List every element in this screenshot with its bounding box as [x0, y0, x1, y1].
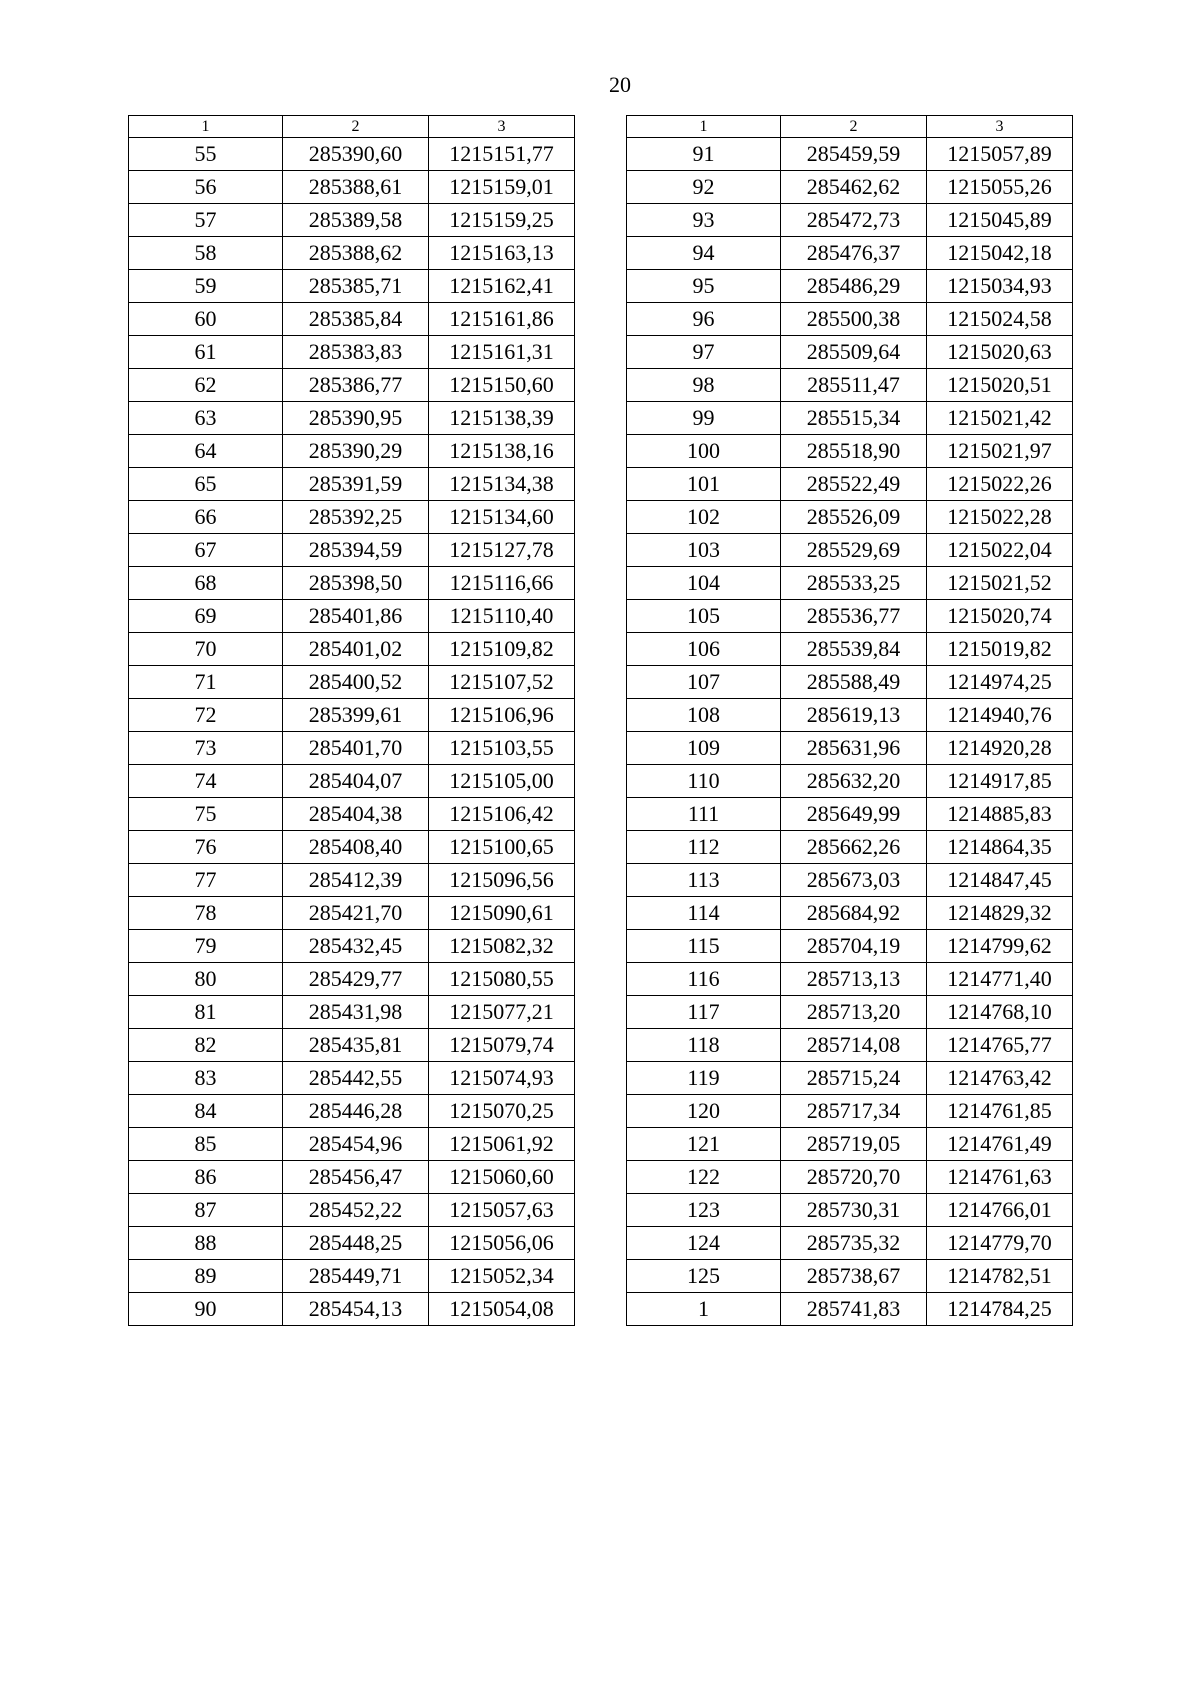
x-coordinate-cell: 285714,08 — [781, 1029, 927, 1062]
y-coordinate-cell: 1215020,63 — [927, 336, 1073, 369]
point-number-cell: 85 — [129, 1128, 283, 1161]
point-number-cell: 104 — [627, 567, 781, 600]
point-number-cell: 81 — [129, 996, 283, 1029]
table-row — [129, 831, 575, 864]
y-coordinate-cell: 1215090,61 — [429, 897, 575, 930]
x-coordinate-cell: 285588,49 — [781, 666, 927, 699]
point-number-cell: 106 — [627, 633, 781, 666]
point-number-cell: 87 — [129, 1194, 283, 1227]
table-row — [627, 897, 1073, 930]
table-row — [627, 303, 1073, 336]
y-coordinate-cell: 1214766,01 — [927, 1194, 1073, 1227]
point-number-cell: 110 — [627, 765, 781, 798]
table-row — [627, 468, 1073, 501]
x-coordinate-cell: 285401,70 — [283, 732, 429, 765]
y-coordinate-cell: 1215057,89 — [927, 138, 1073, 171]
point-number-cell: 69 — [129, 600, 283, 633]
x-coordinate-cell: 285741,83 — [781, 1293, 927, 1326]
point-number-cell: 79 — [129, 930, 283, 963]
column-header-2: 2 — [283, 116, 429, 138]
table-row — [129, 633, 575, 666]
x-coordinate-cell: 285715,24 — [781, 1062, 927, 1095]
point-number-cell: 107 — [627, 666, 781, 699]
table-row — [627, 270, 1073, 303]
table-row — [627, 732, 1073, 765]
y-coordinate-cell: 1214940,76 — [927, 699, 1073, 732]
header-row — [129, 116, 575, 138]
table-row — [627, 1293, 1073, 1326]
y-coordinate-cell: 1215150,60 — [429, 369, 575, 402]
x-coordinate-cell: 285529,69 — [781, 534, 927, 567]
x-coordinate-cell: 285386,77 — [283, 369, 429, 402]
coordinates-table-right — [626, 115, 1073, 1326]
x-coordinate-cell: 285421,70 — [283, 897, 429, 930]
point-number-cell: 89 — [129, 1260, 283, 1293]
table-row — [627, 600, 1073, 633]
y-coordinate-cell: 1214761,63 — [927, 1161, 1073, 1194]
y-coordinate-cell: 1215151,77 — [429, 138, 575, 171]
y-coordinate-cell: 1215021,97 — [927, 435, 1073, 468]
table-row — [627, 237, 1073, 270]
table-row — [627, 336, 1073, 369]
point-number-cell: 119 — [627, 1062, 781, 1095]
x-coordinate-cell: 285391,59 — [283, 468, 429, 501]
table-row — [627, 534, 1073, 567]
point-number-cell: 92 — [627, 171, 781, 204]
x-coordinate-cell: 285448,25 — [283, 1227, 429, 1260]
table-row — [129, 1029, 575, 1062]
table-row — [129, 501, 575, 534]
x-coordinate-cell: 285400,52 — [283, 666, 429, 699]
y-coordinate-cell: 1214771,40 — [927, 963, 1073, 996]
y-coordinate-cell: 1215107,52 — [429, 666, 575, 699]
x-coordinate-cell: 285408,40 — [283, 831, 429, 864]
table-row — [129, 1095, 575, 1128]
y-coordinate-cell: 1214784,25 — [927, 1293, 1073, 1326]
x-coordinate-cell: 285399,61 — [283, 699, 429, 732]
x-coordinate-cell: 285383,83 — [283, 336, 429, 369]
y-coordinate-cell: 1215162,41 — [429, 270, 575, 303]
point-number-cell: 66 — [129, 501, 283, 534]
x-coordinate-cell: 285462,62 — [781, 171, 927, 204]
table-row — [627, 1029, 1073, 1062]
table-row — [129, 435, 575, 468]
table-row — [627, 831, 1073, 864]
column-header-3: 3 — [429, 116, 575, 138]
x-coordinate-cell: 285632,20 — [781, 765, 927, 798]
header-row — [627, 116, 1073, 138]
table-row — [129, 171, 575, 204]
table-row — [129, 204, 575, 237]
point-number-cell: 103 — [627, 534, 781, 567]
table-row — [627, 699, 1073, 732]
x-coordinate-cell: 285515,34 — [781, 402, 927, 435]
point-number-cell: 125 — [627, 1260, 781, 1293]
y-coordinate-cell: 1214864,35 — [927, 831, 1073, 864]
table-row — [627, 765, 1073, 798]
x-coordinate-cell: 285522,49 — [781, 468, 927, 501]
y-coordinate-cell: 1215110,40 — [429, 600, 575, 633]
y-coordinate-cell: 1215057,63 — [429, 1194, 575, 1227]
point-number-cell: 77 — [129, 864, 283, 897]
point-number-cell: 78 — [129, 897, 283, 930]
y-coordinate-cell: 1215056,06 — [429, 1227, 575, 1260]
y-coordinate-cell: 1215021,42 — [927, 402, 1073, 435]
point-number-cell: 108 — [627, 699, 781, 732]
x-coordinate-cell: 285533,25 — [781, 567, 927, 600]
x-coordinate-cell: 285404,38 — [283, 798, 429, 831]
y-coordinate-cell: 1215163,13 — [429, 237, 575, 270]
table-row — [627, 1194, 1073, 1227]
table-row — [129, 930, 575, 963]
y-coordinate-cell: 1214768,10 — [927, 996, 1073, 1029]
point-number-cell: 97 — [627, 336, 781, 369]
point-number-cell: 109 — [627, 732, 781, 765]
y-coordinate-cell: 1215161,31 — [429, 336, 575, 369]
x-coordinate-cell: 285717,34 — [781, 1095, 927, 1128]
table-row — [129, 1260, 575, 1293]
point-number-cell: 94 — [627, 237, 781, 270]
point-number-cell: 80 — [129, 963, 283, 996]
column-header-3: 3 — [927, 116, 1073, 138]
y-coordinate-cell: 1215055,26 — [927, 171, 1073, 204]
point-number-cell: 101 — [627, 468, 781, 501]
x-coordinate-cell: 285662,26 — [781, 831, 927, 864]
x-coordinate-cell: 285454,13 — [283, 1293, 429, 1326]
column-header-1: 1 — [627, 116, 781, 138]
table-row — [129, 1128, 575, 1161]
y-coordinate-cell: 1215161,86 — [429, 303, 575, 336]
table-row — [627, 1260, 1073, 1293]
y-coordinate-cell: 1214974,25 — [927, 666, 1073, 699]
table-row — [129, 1062, 575, 1095]
point-number-cell: 91 — [627, 138, 781, 171]
point-number-cell: 64 — [129, 435, 283, 468]
table-row — [129, 402, 575, 435]
table-row — [129, 699, 575, 732]
point-number-cell: 111 — [627, 798, 781, 831]
x-coordinate-cell: 285446,28 — [283, 1095, 429, 1128]
x-coordinate-cell: 285704,19 — [781, 930, 927, 963]
point-number-cell: 112 — [627, 831, 781, 864]
y-coordinate-cell: 1214917,85 — [927, 765, 1073, 798]
x-coordinate-cell: 285631,96 — [781, 732, 927, 765]
y-coordinate-cell: 1215134,38 — [429, 468, 575, 501]
y-coordinate-cell: 1215060,60 — [429, 1161, 575, 1194]
x-coordinate-cell: 285435,81 — [283, 1029, 429, 1062]
x-coordinate-cell: 285476,37 — [781, 237, 927, 270]
point-number-cell: 1 — [627, 1293, 781, 1326]
table-row — [627, 930, 1073, 963]
column-header-2: 2 — [781, 116, 927, 138]
coordinates-table-left — [128, 115, 575, 1326]
point-number-cell: 56 — [129, 171, 283, 204]
point-number-cell: 74 — [129, 765, 283, 798]
point-number-cell: 60 — [129, 303, 283, 336]
point-number-cell: 59 — [129, 270, 283, 303]
point-number-cell: 93 — [627, 204, 781, 237]
point-number-cell: 114 — [627, 897, 781, 930]
y-coordinate-cell: 1215106,96 — [429, 699, 575, 732]
table-row — [129, 468, 575, 501]
point-number-cell: 76 — [129, 831, 283, 864]
point-number-cell: 102 — [627, 501, 781, 534]
y-coordinate-cell: 1215159,01 — [429, 171, 575, 204]
y-coordinate-cell: 1215082,32 — [429, 930, 575, 963]
table-row — [129, 1161, 575, 1194]
x-coordinate-cell: 285449,71 — [283, 1260, 429, 1293]
point-number-cell: 90 — [129, 1293, 283, 1326]
y-coordinate-cell: 1215022,04 — [927, 534, 1073, 567]
x-coordinate-cell: 285719,05 — [781, 1128, 927, 1161]
x-coordinate-cell: 285390,60 — [283, 138, 429, 171]
table-row — [129, 1227, 575, 1260]
y-coordinate-cell: 1214779,70 — [927, 1227, 1073, 1260]
point-number-cell: 84 — [129, 1095, 283, 1128]
point-number-cell: 83 — [129, 1062, 283, 1095]
point-number-cell: 73 — [129, 732, 283, 765]
table-row — [129, 270, 575, 303]
x-coordinate-cell: 285539,84 — [781, 633, 927, 666]
table-row — [627, 435, 1073, 468]
table-row — [129, 1293, 575, 1326]
table-row — [129, 336, 575, 369]
point-number-cell: 68 — [129, 567, 283, 600]
point-number-cell: 88 — [129, 1227, 283, 1260]
point-number-cell: 71 — [129, 666, 283, 699]
y-coordinate-cell: 1215080,55 — [429, 963, 575, 996]
table-row — [129, 237, 575, 270]
y-coordinate-cell: 1214763,42 — [927, 1062, 1073, 1095]
y-coordinate-cell: 1215106,42 — [429, 798, 575, 831]
x-coordinate-cell: 285673,03 — [781, 864, 927, 897]
y-coordinate-cell: 1215116,66 — [429, 567, 575, 600]
x-coordinate-cell: 285404,07 — [283, 765, 429, 798]
y-coordinate-cell: 1214761,85 — [927, 1095, 1073, 1128]
table-row — [627, 1161, 1073, 1194]
y-coordinate-cell: 1215024,58 — [927, 303, 1073, 336]
x-coordinate-cell: 285385,71 — [283, 270, 429, 303]
x-coordinate-cell: 285442,55 — [283, 1062, 429, 1095]
y-coordinate-cell: 1215020,51 — [927, 369, 1073, 402]
y-coordinate-cell: 1215019,82 — [927, 633, 1073, 666]
x-coordinate-cell: 285429,77 — [283, 963, 429, 996]
y-coordinate-cell: 1215045,89 — [927, 204, 1073, 237]
x-coordinate-cell: 285536,77 — [781, 600, 927, 633]
x-coordinate-cell: 285735,32 — [781, 1227, 927, 1260]
point-number-cell: 75 — [129, 798, 283, 831]
y-coordinate-cell: 1215034,93 — [927, 270, 1073, 303]
x-coordinate-cell: 285486,29 — [781, 270, 927, 303]
x-coordinate-cell: 285388,62 — [283, 237, 429, 270]
point-number-cell: 72 — [129, 699, 283, 732]
y-coordinate-cell: 1215074,93 — [429, 1062, 575, 1095]
table-row — [627, 1227, 1073, 1260]
point-number-cell: 99 — [627, 402, 781, 435]
table-row — [627, 402, 1073, 435]
y-coordinate-cell: 1215077,21 — [429, 996, 575, 1029]
point-number-cell: 115 — [627, 930, 781, 963]
x-coordinate-cell: 285398,50 — [283, 567, 429, 600]
point-number-cell: 116 — [627, 963, 781, 996]
page-number: 20 — [609, 72, 631, 97]
x-coordinate-cell: 285401,86 — [283, 600, 429, 633]
point-number-cell: 82 — [129, 1029, 283, 1062]
table-row — [129, 666, 575, 699]
x-coordinate-cell: 285454,96 — [283, 1128, 429, 1161]
table-row — [129, 369, 575, 402]
y-coordinate-cell: 1215061,92 — [429, 1128, 575, 1161]
point-number-cell: 120 — [627, 1095, 781, 1128]
x-coordinate-cell: 285389,58 — [283, 204, 429, 237]
point-number-cell: 121 — [627, 1128, 781, 1161]
x-coordinate-cell: 285619,13 — [781, 699, 927, 732]
table-row — [129, 765, 575, 798]
point-number-cell: 105 — [627, 600, 781, 633]
x-coordinate-cell: 285509,64 — [781, 336, 927, 369]
table-row — [627, 633, 1073, 666]
x-coordinate-cell: 285456,47 — [283, 1161, 429, 1194]
table-row — [627, 204, 1073, 237]
y-coordinate-cell: 1215054,08 — [429, 1293, 575, 1326]
point-number-cell: 100 — [627, 435, 781, 468]
y-coordinate-cell: 1215109,82 — [429, 633, 575, 666]
x-coordinate-cell: 285730,31 — [781, 1194, 927, 1227]
x-coordinate-cell: 285412,39 — [283, 864, 429, 897]
y-coordinate-cell: 1215021,52 — [927, 567, 1073, 600]
y-coordinate-cell: 1215096,56 — [429, 864, 575, 897]
point-number-cell: 123 — [627, 1194, 781, 1227]
table-row — [627, 1128, 1073, 1161]
y-coordinate-cell: 1215105,00 — [429, 765, 575, 798]
point-number-cell: 95 — [627, 270, 781, 303]
x-coordinate-cell: 285713,13 — [781, 963, 927, 996]
y-coordinate-cell: 1215127,78 — [429, 534, 575, 567]
y-coordinate-cell: 1215052,34 — [429, 1260, 575, 1293]
table-row — [627, 798, 1073, 831]
x-coordinate-cell: 285518,90 — [781, 435, 927, 468]
point-number-cell: 124 — [627, 1227, 781, 1260]
y-coordinate-cell: 1214920,28 — [927, 732, 1073, 765]
y-coordinate-cell: 1215159,25 — [429, 204, 575, 237]
y-coordinate-cell: 1215100,65 — [429, 831, 575, 864]
x-coordinate-cell: 285472,73 — [781, 204, 927, 237]
point-number-cell: 58 — [129, 237, 283, 270]
table-row — [627, 963, 1073, 996]
table-row — [129, 567, 575, 600]
table-row — [627, 1095, 1073, 1128]
y-coordinate-cell: 1214829,32 — [927, 897, 1073, 930]
point-number-cell: 57 — [129, 204, 283, 237]
table-row — [129, 138, 575, 171]
x-coordinate-cell: 285511,47 — [781, 369, 927, 402]
y-coordinate-cell: 1215022,26 — [927, 468, 1073, 501]
point-number-cell: 118 — [627, 1029, 781, 1062]
table-row — [627, 138, 1073, 171]
table-row — [129, 798, 575, 831]
table-row — [627, 1062, 1073, 1095]
y-coordinate-cell: 1215042,18 — [927, 237, 1073, 270]
y-coordinate-cell: 1214799,62 — [927, 930, 1073, 963]
x-coordinate-cell: 285720,70 — [781, 1161, 927, 1194]
point-number-cell: 86 — [129, 1161, 283, 1194]
x-coordinate-cell: 285526,09 — [781, 501, 927, 534]
x-coordinate-cell: 285432,45 — [283, 930, 429, 963]
x-coordinate-cell: 285392,25 — [283, 501, 429, 534]
x-coordinate-cell: 285390,29 — [283, 435, 429, 468]
x-coordinate-cell: 285500,38 — [781, 303, 927, 336]
x-coordinate-cell: 285459,59 — [781, 138, 927, 171]
point-number-cell: 62 — [129, 369, 283, 402]
point-number-cell: 55 — [129, 138, 283, 171]
point-number-cell: 70 — [129, 633, 283, 666]
y-coordinate-cell: 1215070,25 — [429, 1095, 575, 1128]
x-coordinate-cell: 285385,84 — [283, 303, 429, 336]
y-coordinate-cell: 1215134,60 — [429, 501, 575, 534]
table-row — [129, 732, 575, 765]
point-number-cell: 113 — [627, 864, 781, 897]
table-row — [627, 666, 1073, 699]
x-coordinate-cell: 285738,67 — [781, 1260, 927, 1293]
x-coordinate-cell: 285684,92 — [781, 897, 927, 930]
y-coordinate-cell: 1215020,74 — [927, 600, 1073, 633]
table-row — [627, 171, 1073, 204]
table-row — [129, 996, 575, 1029]
point-number-cell: 65 — [129, 468, 283, 501]
x-coordinate-cell: 285394,59 — [283, 534, 429, 567]
table-row — [129, 534, 575, 567]
y-coordinate-cell: 1215079,74 — [429, 1029, 575, 1062]
table-row — [129, 1194, 575, 1227]
point-number-cell: 98 — [627, 369, 781, 402]
table-row — [627, 864, 1073, 897]
point-number-cell: 67 — [129, 534, 283, 567]
point-number-cell: 96 — [627, 303, 781, 336]
table-row — [627, 567, 1073, 600]
x-coordinate-cell: 285713,20 — [781, 996, 927, 1029]
table-row — [627, 369, 1073, 402]
table-row — [129, 897, 575, 930]
table-row — [129, 864, 575, 897]
table-row — [129, 600, 575, 633]
y-coordinate-cell: 1215138,39 — [429, 402, 575, 435]
point-number-cell: 63 — [129, 402, 283, 435]
x-coordinate-cell: 285401,02 — [283, 633, 429, 666]
y-coordinate-cell: 1214765,77 — [927, 1029, 1073, 1062]
y-coordinate-cell: 1214782,51 — [927, 1260, 1073, 1293]
y-coordinate-cell: 1214847,45 — [927, 864, 1073, 897]
table-row — [627, 996, 1073, 1029]
y-coordinate-cell: 1215103,55 — [429, 732, 575, 765]
y-coordinate-cell: 1214761,49 — [927, 1128, 1073, 1161]
x-coordinate-cell: 285388,61 — [283, 171, 429, 204]
x-coordinate-cell: 285649,99 — [781, 798, 927, 831]
column-header-1: 1 — [129, 116, 283, 138]
table-row — [627, 501, 1073, 534]
table-row — [129, 303, 575, 336]
x-coordinate-cell: 285431,98 — [283, 996, 429, 1029]
x-coordinate-cell: 285390,95 — [283, 402, 429, 435]
y-coordinate-cell: 1215138,16 — [429, 435, 575, 468]
point-number-cell: 117 — [627, 996, 781, 1029]
y-coordinate-cell: 1215022,28 — [927, 501, 1073, 534]
y-coordinate-cell: 1214885,83 — [927, 798, 1073, 831]
point-number-cell: 61 — [129, 336, 283, 369]
point-number-cell: 122 — [627, 1161, 781, 1194]
table-row — [129, 963, 575, 996]
x-coordinate-cell: 285452,22 — [283, 1194, 429, 1227]
